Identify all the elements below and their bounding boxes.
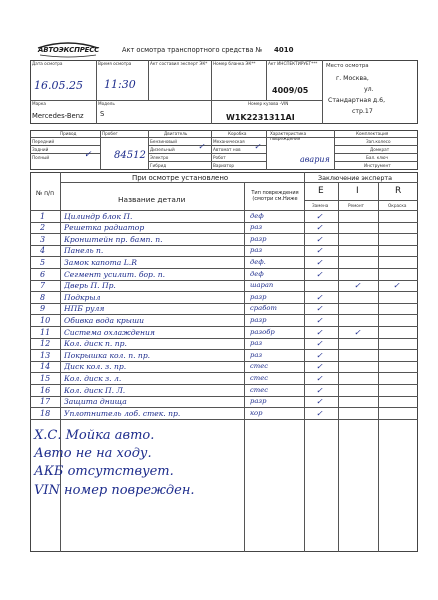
gearbox-auto: Автомат нов xyxy=(213,147,241,152)
row-part-name[interactable]: Подкрыл xyxy=(64,292,101,302)
row-damage-type[interactable]: стес xyxy=(250,373,269,382)
engine-diesel: Дизельный xyxy=(150,147,175,152)
row-replace-mark[interactable]: ✓ xyxy=(316,246,323,256)
mileage-header: Пробег xyxy=(102,131,118,136)
row-replace-mark[interactable]: ✓ xyxy=(316,373,323,383)
row-part-name[interactable]: Обивка вода крыши xyxy=(64,315,145,325)
row-number[interactable]: 1 xyxy=(40,211,46,221)
row-number[interactable]: 18 xyxy=(40,408,51,418)
row-replace-mark[interactable]: ✓ xyxy=(316,385,323,395)
row-number[interactable]: 14 xyxy=(40,362,51,372)
row-replace-mark[interactable]: ✓ xyxy=(316,223,323,233)
engine-hybrid: Гибрид xyxy=(150,163,167,168)
col-e-sub: Замена xyxy=(312,203,329,208)
logo-text: АВТОЭКСПРЕСС xyxy=(38,46,100,54)
row-number[interactable]: 13 xyxy=(40,350,51,360)
date-label: Дата осмотра xyxy=(32,61,63,66)
date-value[interactable]: 16.05.25 xyxy=(34,79,83,92)
engine-electro: Электро xyxy=(150,155,169,160)
place-line-1: г. Москва, xyxy=(336,75,369,82)
row-number[interactable]: 15 xyxy=(40,373,51,383)
col-e-header: E xyxy=(318,186,324,196)
row-number[interactable]: 5 xyxy=(40,257,46,267)
row-damage-type[interactable]: сработ xyxy=(250,304,277,313)
row-replace-mark[interactable]: ✓ xyxy=(316,397,323,407)
row-replace-mark[interactable]: ✓ xyxy=(316,362,323,372)
note-line-1[interactable]: Х.С. Мойка авто. xyxy=(34,428,155,443)
form-number-label: Номер бланка ЭК** xyxy=(213,61,256,66)
row-paint-mark[interactable]: ✓ xyxy=(393,281,400,291)
vin-label: Номер кузова -VIN xyxy=(248,101,289,106)
row-part-name[interactable]: Цилиндр блок П. xyxy=(64,211,133,221)
note-line-4[interactable]: VIN номер поврежден. xyxy=(34,483,195,498)
model-label: Модель xyxy=(98,101,115,106)
row-number[interactable]: 16 xyxy=(40,385,51,395)
row-part-name[interactable]: Защита днища xyxy=(64,397,127,407)
row-part-name[interactable]: Диск кол. з. пр. xyxy=(64,362,127,372)
row-damage-type[interactable]: разр xyxy=(250,234,267,243)
form-number-value: 4009/05 xyxy=(272,86,309,95)
row-damage-type[interactable]: раз xyxy=(250,339,263,348)
col-i-header: I xyxy=(356,186,359,196)
row-number[interactable]: 10 xyxy=(40,315,51,325)
row-part-name[interactable]: Замок капота L.R xyxy=(64,257,137,267)
place-line-2: ул. xyxy=(364,86,374,93)
row-replace-mark[interactable]: ✓ xyxy=(316,327,323,337)
drive-front: Передний xyxy=(32,139,55,144)
row-number[interactable]: 3 xyxy=(40,234,46,244)
row-part-name[interactable]: Панель п. xyxy=(64,246,104,256)
drive-full: Полный xyxy=(32,155,50,160)
row-replace-mark[interactable]: ✓ xyxy=(316,339,323,349)
damage-value[interactable]: авария xyxy=(300,155,330,164)
row-damage-type[interactable]: стес xyxy=(250,385,269,394)
row-damage-type[interactable]: стес xyxy=(250,362,269,371)
gearbox-header: Коробка xyxy=(228,131,247,136)
row-replace-mark[interactable]: ✓ xyxy=(316,292,323,302)
row-part-name[interactable]: Кол. диск П. Л. xyxy=(64,385,126,395)
row-replace-mark[interactable]: ✓ xyxy=(316,211,323,221)
brand-label: Марка xyxy=(32,101,46,106)
established-header: При осмотре установлено xyxy=(132,174,229,182)
act-number: 4010 xyxy=(274,46,294,54)
row-damage-type[interactable]: раз xyxy=(250,223,263,232)
time-label: Время осмотра xyxy=(98,61,132,66)
logo xyxy=(34,40,102,60)
col-name-header: Название детали xyxy=(118,195,186,204)
gearbox-robot: Робот xyxy=(213,155,226,160)
time-value[interactable]: 11:30 xyxy=(104,78,136,91)
place-line-4: стр.17 xyxy=(352,108,373,115)
col-r-sub: Окраска xyxy=(388,203,407,208)
row-number[interactable]: 8 xyxy=(40,292,46,302)
place-label: Место осмотра xyxy=(326,63,369,69)
row-number[interactable]: 7 xyxy=(40,281,46,291)
row-part-name[interactable]: Кол. диск з. л. xyxy=(64,373,122,383)
row-part-name[interactable]: Кронштейн пр. бамп. п. xyxy=(64,234,163,244)
row-damage-type[interactable]: шарап xyxy=(250,281,274,290)
note-line-2[interactable]: Авто не на ходу. xyxy=(34,446,152,461)
row-replace-mark[interactable]: ✓ xyxy=(316,304,323,314)
row-number[interactable]: 4 xyxy=(40,246,46,256)
row-part-name[interactable]: Решетка радиатор xyxy=(64,223,145,233)
col-type-header: Тип повреждения (смотри см.Ниже xyxy=(251,190,299,202)
row-replace-mark[interactable]: ✓ xyxy=(316,269,323,279)
equip-header: Комплектация xyxy=(356,131,389,136)
row-replace-mark[interactable]: ✓ xyxy=(316,315,323,325)
row-part-name[interactable]: Уплотнитель лоб. стек. пр. xyxy=(64,408,181,418)
row-damage-type[interactable]: разобр xyxy=(250,327,275,336)
expert-label: Акт составил эксперт ЭК* xyxy=(150,61,208,66)
row-damage-type[interactable]: деф xyxy=(250,211,264,220)
row-replace-mark[interactable]: ✓ xyxy=(316,234,323,244)
equip-jack: Домкрат xyxy=(370,147,390,152)
row-part-name[interactable]: Система охлаждения xyxy=(64,327,155,337)
drive-rear: Задний xyxy=(32,147,49,152)
row-part-name[interactable]: НПБ руля xyxy=(64,304,105,314)
row-repair-mark[interactable]: ✓ xyxy=(354,327,361,337)
row-replace-mark[interactable]: ✓ xyxy=(316,257,323,267)
drive-header: Привод xyxy=(60,131,77,136)
col-num-header: № п/п xyxy=(35,190,54,197)
damage-header: Характеристика повреждения xyxy=(270,131,307,141)
equip-tools: Инструмент xyxy=(364,163,391,168)
inspects-label: Акт ИНСПЕКТИРУЕТ*** xyxy=(268,61,318,66)
equip-wrench: Бал. ключ xyxy=(366,155,388,160)
act-title: Акт осмотра транспортного средства № xyxy=(122,46,263,54)
row-damage-type[interactable]: раз xyxy=(250,246,263,255)
row-number[interactable]: 6 xyxy=(40,269,46,279)
row-number[interactable]: 2 xyxy=(40,223,46,233)
row-part-name[interactable]: Дверь П. Пр. xyxy=(64,281,116,291)
gearbox-cvt: Вариатор xyxy=(213,163,235,168)
row-part-name[interactable]: Кол. диск п. пр. xyxy=(64,339,127,349)
brand-value: Mercedes-Benz xyxy=(32,112,84,120)
engine-petrol: Бензиновый xyxy=(150,139,177,144)
col-i-sub: Ремонт xyxy=(348,203,364,208)
vin-value: W1K2231311AI xyxy=(226,113,295,122)
row-number[interactable]: 17 xyxy=(40,397,51,407)
row-damage-type[interactable]: разр xyxy=(250,315,267,324)
row-repair-mark[interactable]: ✓ xyxy=(354,281,361,291)
gearbox-manual: Механическая xyxy=(213,139,245,144)
engine-header: Двигатель xyxy=(164,131,188,136)
mileage-value[interactable]: 84512 xyxy=(114,150,146,161)
row-replace-mark[interactable]: ✓ xyxy=(316,408,323,418)
row-part-name[interactable]: Сегмент усилит. бор. п. xyxy=(64,269,166,279)
row-damage-type[interactable]: деф xyxy=(250,269,264,278)
col-r-header: R xyxy=(395,186,402,196)
row-number[interactable]: 12 xyxy=(40,339,51,349)
model-value: S xyxy=(100,110,105,118)
row-replace-mark[interactable]: ✓ xyxy=(316,350,323,360)
row-part-name[interactable]: Покрышка кол. п. пр. xyxy=(64,350,151,360)
row-damage-type[interactable]: разр xyxy=(250,292,267,301)
row-damage-type[interactable]: кор xyxy=(250,408,263,417)
row-damage-type[interactable]: разр xyxy=(250,397,267,406)
gearbox-auto-check[interactable]: ✓ xyxy=(254,142,261,151)
note-line-3[interactable]: АКБ отсутствует. xyxy=(34,464,174,479)
row-number[interactable]: 9 xyxy=(40,304,46,314)
row-damage-type[interactable]: раз xyxy=(250,350,263,359)
row-number[interactable]: 11 xyxy=(40,327,51,337)
row-damage-type[interactable]: деф. xyxy=(250,257,266,266)
expert-header: Заключение эксперта xyxy=(318,174,393,182)
drive-full-check[interactable]: ✓ xyxy=(84,150,92,160)
place-line-3: Стандартная д.6, xyxy=(328,97,386,104)
engine-diesel-check[interactable]: ✓ xyxy=(198,142,205,151)
equip-spare: Зап.колесо xyxy=(366,139,391,144)
